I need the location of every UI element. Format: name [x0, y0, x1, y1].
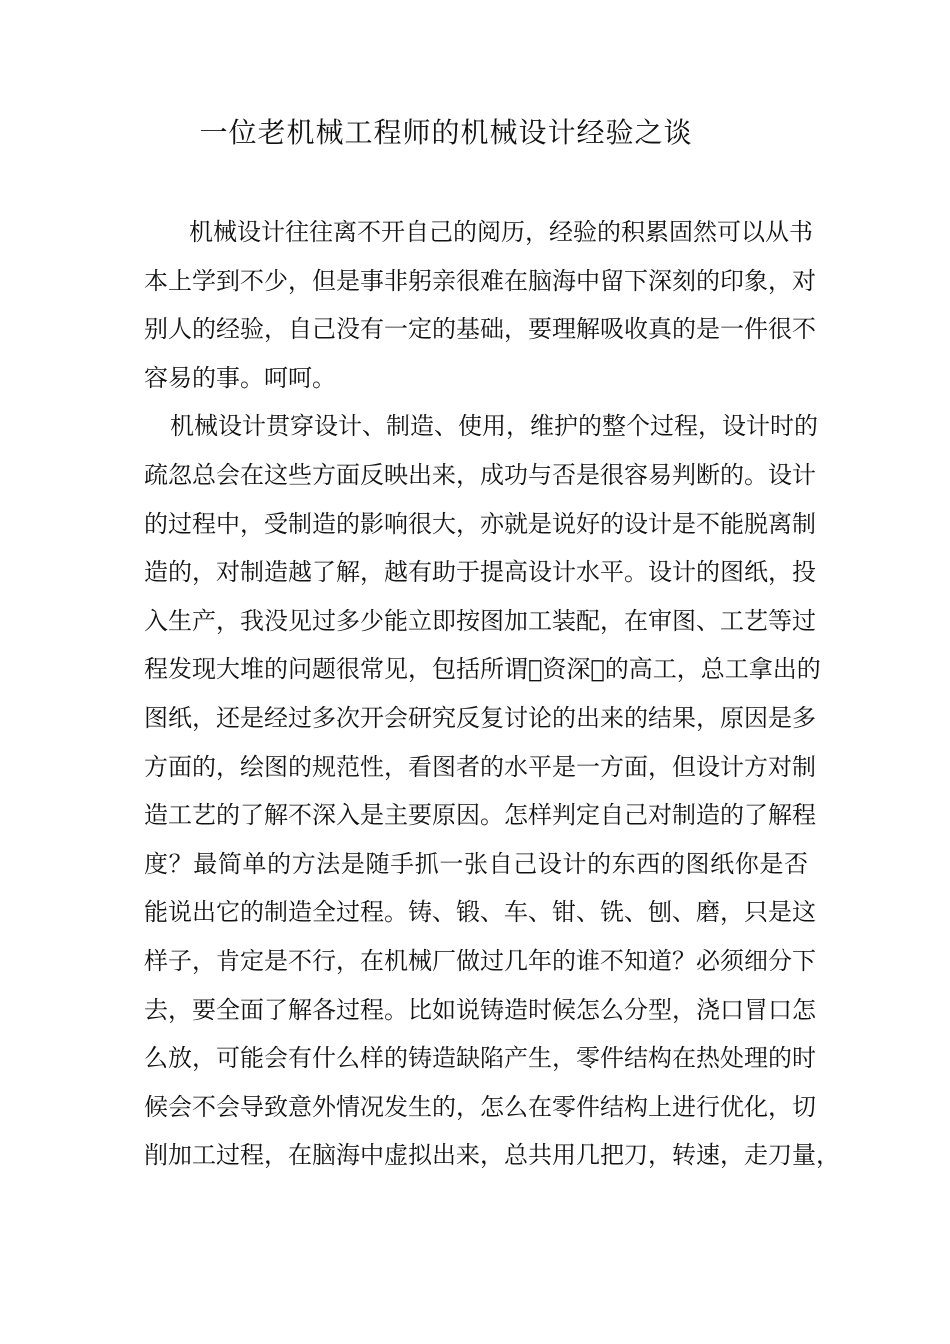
- text-line: 去，要全面了解各过程。比如说铸造时候怎么分型，浇口冒口怎: [144, 995, 816, 1024]
- text-line: 样子，肯定是不行，在机械厂做过几年的谁不知道？必须细分下: [144, 946, 816, 975]
- text-line: 程发现大堆的问题很常见，包括所谓 资深 的高工，总工拿出的: [144, 655, 821, 684]
- document-title: 一位老机械工程师的机械设计经验之谈: [199, 116, 693, 149]
- text-line: 造工艺的了解不深入是主要原因。怎样判定自己对制造的了解程: [144, 801, 816, 830]
- paragraph-1: [144, 212, 816, 406]
- text-line: 图纸，还是经过多次开会研究反复讨论的出来的结果，原因是多: [144, 703, 816, 732]
- text-line: 机械设计往往离不开自己的阅历，经验的积累固然可以从书: [189, 218, 813, 246]
- text-line: 本上学到不少，但是事非躬亲很难在脑海中留下深刻的印象，对: [144, 266, 816, 295]
- text-line: 能说出它的制造全过程。铸、锻、车、钳、铣、刨、磨，只是这: [144, 898, 816, 927]
- text-line: 别人的经验，自己没有一定的基础，要理解吸收真的是一件很不: [144, 315, 816, 344]
- text-line: 入生产，我没见过多少能立即按图加工装配，在审图、工艺等过: [144, 606, 816, 635]
- text-line: 么放，可能会有什么样的铸造缺陷产生，零件结构在热处理的时: [144, 1044, 816, 1073]
- text-line: 容易的事。呵呵。: [144, 363, 336, 392]
- text-line: 的过程中，受制造的影响很大，亦就是说好的设计是不能脱离制: [144, 509, 816, 538]
- text-line: 机械设计贯穿设计、制造、使用，维护的整个过程，设计时的: [170, 412, 818, 441]
- text-line: 方面的，绘图的规范性，看图者的水平是一方面，但设计方对制: [144, 752, 816, 781]
- text-line: 削加工过程，在脑海中虚拟出来，总共用几把刀，转速，走刀量，: [144, 1141, 840, 1170]
- text-line: 候会不会导致意外情况发生的，怎么在零件结构上进行优化，切: [144, 1092, 816, 1121]
- text-line: 度？最简单的方法是随手抓一张自己设计的东西的图纸你是否: [144, 849, 808, 878]
- paragraph-2: [144, 406, 840, 1184]
- document-body: [144, 212, 840, 1184]
- text-line: 疏忽总会在这些方面反映出来，成功与否是很容易判断的。设计: [144, 460, 816, 489]
- text-line: 造的，对制造越了解，越有助于提高设计水平。设计的图纸，投: [144, 558, 816, 587]
